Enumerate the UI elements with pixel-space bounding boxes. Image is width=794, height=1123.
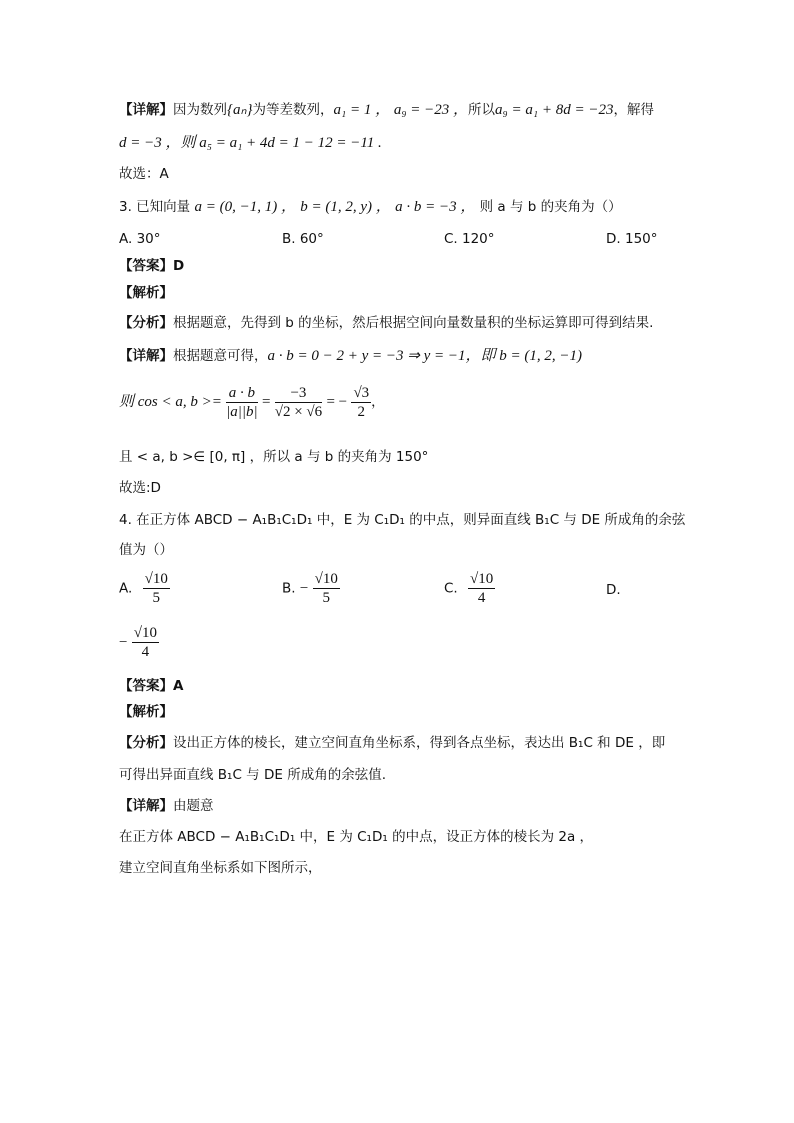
q4-stem-line1: 4. 在正方体 ABCD − A₁B₁C₁D₁ 中，E 为 C₁D₁ 的中点，则异面直线 B₁C 与 DE 所成角的余弦 (119, 512, 686, 528)
text: 为等差数列， (252, 102, 334, 118)
middle-fraction: $\frac{-3}{√2 \times √6}$ (274, 384, 323, 420)
conditions: a₁ = 1 ， a₉ = −23 ， (333, 102, 469, 118)
stem-suffix: 则 a 与 b 的夹角为（） (479, 199, 622, 215)
q3-option-a: A. 30° (119, 231, 161, 247)
q3-option-b: B. 60° (282, 231, 324, 247)
detail-tag: 【详解】 (119, 798, 173, 814)
q2-detail-line1 (119, 100, 654, 120)
q4-stem-line2: 值为（） (119, 542, 173, 558)
fenxi-tag: 【分析】 (119, 735, 173, 751)
q3-cos-formula: 则 cos < a, b >= $\frac{a \cdot b}{|a||b|}$ = $\frac{-3}{√2 \times √6}$ = − $\frac{√3}{2}$ ， (119, 384, 385, 420)
q4-option-b: B. − $\frac{√10}{5}$ (282, 571, 338, 606)
q2-detail-line2: d = −3 ，则 a₅ = a₁ + 4d = 1 − 12 = −11 . (119, 135, 382, 151)
stem-prefix: 3. 已知向量 (119, 199, 191, 215)
text: ，解得 (613, 102, 654, 118)
q4-option-d-label: D. (606, 582, 621, 598)
detail-text: 由题意 (173, 798, 214, 814)
q3-option-d: D. 150° (606, 231, 658, 247)
q3-option-c: C. 120° (444, 231, 495, 247)
q4-option-d: − $\frac{√10}{4}$ (119, 625, 157, 660)
cos-prefix: 则 cos < a, b >= (119, 394, 222, 410)
dot-product: a · b = −3 ， (395, 199, 476, 215)
vector-b: b = (1, 2, y) ， (300, 199, 391, 215)
vector-a: a = (0, −1, 1) ， (194, 199, 296, 215)
q3-stem (119, 197, 622, 217)
q4-fenxi-line1 (119, 733, 665, 753)
option-a-fraction: $\frac{√10}{5}$ (144, 571, 168, 606)
option-b-fraction: $\frac{√10}{5}$ (314, 571, 338, 606)
fenxi-tag: 【分析】 (119, 315, 173, 331)
q4-analysis: 【解析】 (119, 704, 173, 720)
q4-option-a: A. $\frac{√10}{5}$ (119, 571, 168, 606)
detail-equation: a · b = 0 − 2 + y = −3 ⇒ y = −1 (267, 348, 466, 364)
detail-tail: ，即 b = (1, 2, −1) (465, 348, 582, 364)
q4-detail-line3: 在正方体 ABCD − A₁B₁C₁D₁ 中，E 为 C₁D₁ 的中点，设正方体的棱长为 2a ， (119, 829, 594, 845)
q4-answer: 【答案】A (119, 678, 184, 694)
q3-choice: 故选:D (119, 480, 161, 496)
q4-fenxi-line2: 可得出异面直线 B₁C 与 DE 所成角的余弦值. (119, 767, 386, 783)
text: 所以 (468, 102, 496, 118)
fenxi-text: 根据题意，先得到 b 的坐标，然后根据空间向量数量积的坐标运算即可得到结果. (173, 315, 654, 331)
fenxi-text: 设出正方体的棱长，建立空间直角坐标系，得到各点坐标，表达出 B₁C 和 DE ，即 (173, 735, 666, 751)
equation: a₉ = a₁ + 8d = −23 (495, 102, 614, 118)
q3-fenxi (119, 313, 653, 333)
q4-detail (119, 796, 214, 816)
detail-tag: 【详解】 (119, 102, 173, 118)
q3-range-line: 且 < a, b >∈ [0, π] ，所以 a 与 b 的夹角为 150° (119, 449, 429, 465)
detail-tag: 【详解】 (119, 348, 173, 364)
option-c-fraction: $\frac{√10}{4}$ (470, 571, 494, 606)
q4-detail-line4: 建立空间直角坐标系如下图所示， (119, 860, 322, 876)
cos-fraction: $\frac{a \cdot b}{|a||b|}$ (226, 384, 258, 420)
detail-text: 根据题意可得， (173, 348, 268, 364)
text: 因为数列 (173, 102, 227, 118)
q3-detail (119, 346, 582, 366)
option-d-fraction: $\frac{√10}{4}$ (133, 625, 157, 660)
q3-analysis: 【解析】 (119, 285, 173, 301)
q3-answer: 【答案】D (119, 258, 185, 274)
result-fraction: $\frac{√3}{2}$ (353, 384, 370, 420)
q4-option-c: C. $\frac{√10}{4}$ (444, 571, 494, 606)
sequence: {aₙ} (227, 102, 253, 118)
q2-choice: 故选：A (119, 166, 169, 182)
